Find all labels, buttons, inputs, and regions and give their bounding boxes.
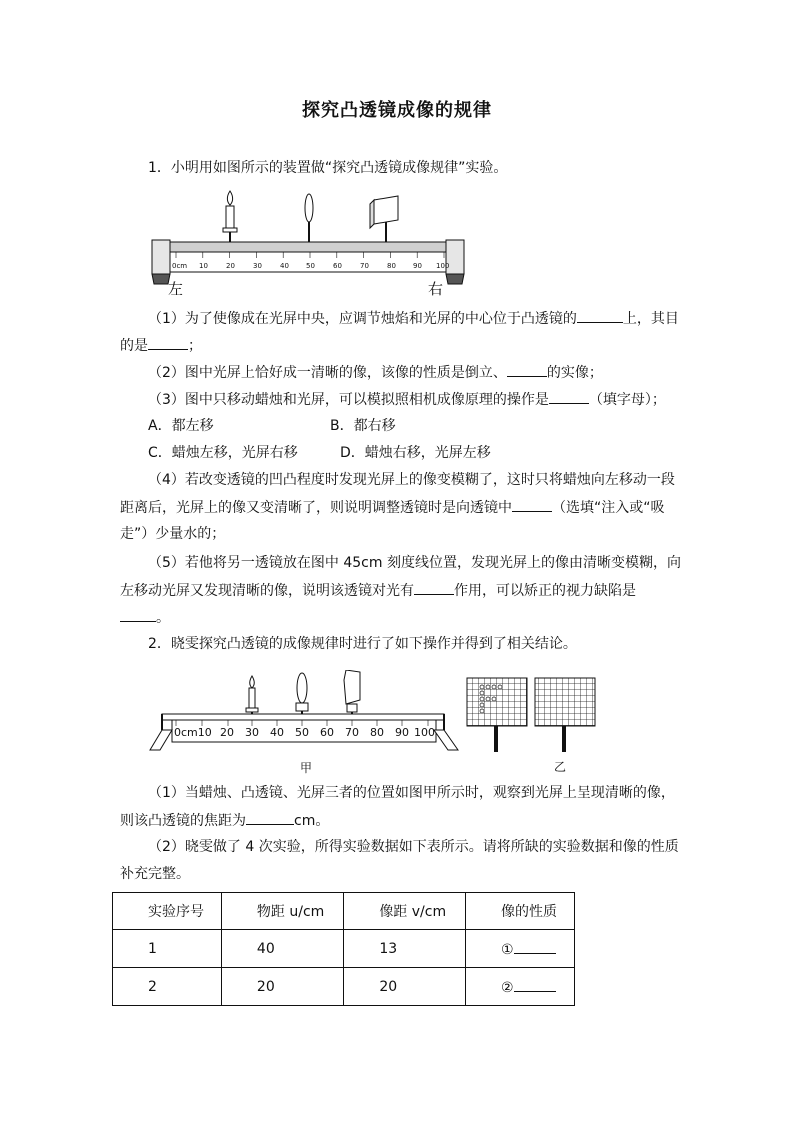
q2-label-jia: 甲 xyxy=(300,761,313,775)
answer-blank[interactable] xyxy=(549,389,589,404)
q1-left-label: 左 xyxy=(168,280,184,298)
q1-tick-10: 10 xyxy=(199,262,208,270)
q1-part3: （3）图中只移动蜡烛和光屏，可以模拟照相机成像原理的操作是 （填字母）； xyxy=(148,389,666,410)
q1-tick-50: 50 xyxy=(306,262,315,270)
q1-part5-line3: 。 xyxy=(120,607,170,628)
q2-tick-20: 20 xyxy=(220,726,234,739)
q2-part2-line1: （2）晓雯做了 4 次实验，所得实验数据如下表所示。请将所缺的实验数据和像的性质 xyxy=(148,839,679,855)
q1-part4-line2: 距离后，光屏上的像又变清晰了，则说明调整透镜时是向透镜中 （选填“注入或“吸 xyxy=(120,497,665,518)
q2-tick-90-100: 90 xyxy=(395,726,409,739)
candle-icon xyxy=(223,191,237,242)
q2-tick-70: 70 xyxy=(345,726,359,739)
page-title: 探究凸透镜成像的规律 xyxy=(302,100,492,121)
table-header-cell: 像的性质 xyxy=(466,893,575,930)
table-cell: ① xyxy=(466,930,575,968)
table-cell: 40 xyxy=(221,930,343,968)
table-cell: 20 xyxy=(221,968,343,1006)
q2-part2-line2: 补充完整。 xyxy=(120,866,190,882)
table-cell: 2 xyxy=(113,968,222,1006)
q1-tick-80: 80 xyxy=(387,262,396,270)
q1-tick-30: 30 xyxy=(253,262,262,270)
convex-lens-icon xyxy=(296,673,308,718)
q2-label-yi: 乙 xyxy=(554,760,567,774)
light-screen-icon xyxy=(344,670,360,718)
q2-tick-80: 80 xyxy=(370,726,384,739)
option-c: C．蜡烛左移，光屏右移 xyxy=(148,445,298,461)
q1-tick-60: 60 xyxy=(333,262,342,270)
q1-tick-40: 40 xyxy=(280,262,289,270)
table-header-row xyxy=(113,893,575,930)
convex-lens-icon xyxy=(305,194,313,242)
q1-tick-90: 90 xyxy=(413,262,422,270)
answer-blank[interactable] xyxy=(414,580,454,595)
grid-board-right xyxy=(535,678,595,752)
q2-stem: 2．晓雯探究凸透镜的成像规律时进行了如下操作并得到了相关结论。 xyxy=(148,636,577,652)
option-b: B．都右移 xyxy=(330,418,396,434)
q1-part5-line1: （5）若他将另一透镜放在图中 45cm 刻度线位置，发现光屏上的像由清晰变模糊，向 xyxy=(148,555,681,571)
table-cell: 13 xyxy=(344,930,466,968)
answer-blank[interactable] xyxy=(507,362,547,377)
q1-tick-20: 20 xyxy=(226,262,235,270)
q2-part1-line2: 则该凸透镜的焦距为 cm。 xyxy=(120,810,329,831)
q1-part4-line3: 走”）少量水的； xyxy=(120,526,226,542)
q2-figure-jia xyxy=(148,670,460,776)
table-header-cell: 实验序号 xyxy=(113,893,222,930)
q1-tick-70: 70 xyxy=(360,262,369,270)
q1-stem: 1．小明用如图所示的装置做“探究凸透镜成像规律”实验。 xyxy=(148,160,508,176)
answer-blank[interactable] xyxy=(514,939,556,954)
answer-blank[interactable] xyxy=(148,335,188,350)
table-header-cell: 物距 u/cm xyxy=(221,893,343,930)
experiment-data-table xyxy=(112,892,575,1006)
q2-tick-30: 30 xyxy=(245,726,259,739)
q1-part1-line2: 的是 ； xyxy=(120,335,202,356)
q2-tick-0-10: 0cm10 xyxy=(174,726,212,739)
table-cell: 20 xyxy=(344,968,466,1006)
table-row xyxy=(113,968,575,1006)
table-cell: 1 xyxy=(113,930,222,968)
grid-board-left xyxy=(467,678,527,752)
q1-tick-100: 100 xyxy=(436,262,450,270)
q2-tick-50: 50 xyxy=(295,726,309,739)
table-cell: ② xyxy=(466,968,575,1006)
q1-tick-0: 0cm xyxy=(172,262,188,270)
option-a: A．都左移 xyxy=(148,418,214,434)
answer-blank[interactable] xyxy=(512,497,552,512)
q1-optical-bench-figure xyxy=(150,188,470,300)
option-d: D．蜡烛右移，光屏左移 xyxy=(340,445,491,461)
answer-blank[interactable] xyxy=(246,810,294,825)
q1-part4-line1: （4）若改变透镜的凹凸程度时发现光屏上的像变模糊了，这时只将蜡烛向左移动一段 xyxy=(148,472,675,488)
light-screen-icon xyxy=(370,196,398,242)
candle-icon xyxy=(246,676,258,718)
table-header-cell: 像距 v/cm xyxy=(344,893,466,930)
answer-blank[interactable] xyxy=(514,977,556,992)
q2-tick-40: 40 xyxy=(270,726,284,739)
q2-figure-yi-grids xyxy=(466,677,608,777)
answer-blank[interactable] xyxy=(120,607,156,622)
q2-tick-60: 60 xyxy=(320,726,334,739)
q1-part2: （2）图中光屏上恰好成一清晰的像，该像的性质是倒立、 的实像； xyxy=(148,362,603,383)
q1-right-label: 右 xyxy=(428,280,444,298)
q2-tick-100: 100 xyxy=(414,726,435,739)
q1-part5-line2: 左移动光屏又发现清晰的像，说明该透镜对光有 作用，可以矫正的视力缺陷是 xyxy=(120,580,636,601)
q1-part1-line1: （1）为了使像成在光屏中央，应调节烛焰和光屏的中心位于凸透镜的 上，其目 xyxy=(148,308,679,329)
answer-blank[interactable] xyxy=(577,308,623,323)
q2-part1-line1: （1）当蜡烛、凸透镜、光屏三者的位置如图甲所示时，观察到光屏上呈现清晰的像， xyxy=(148,785,675,801)
table-row xyxy=(113,930,575,968)
